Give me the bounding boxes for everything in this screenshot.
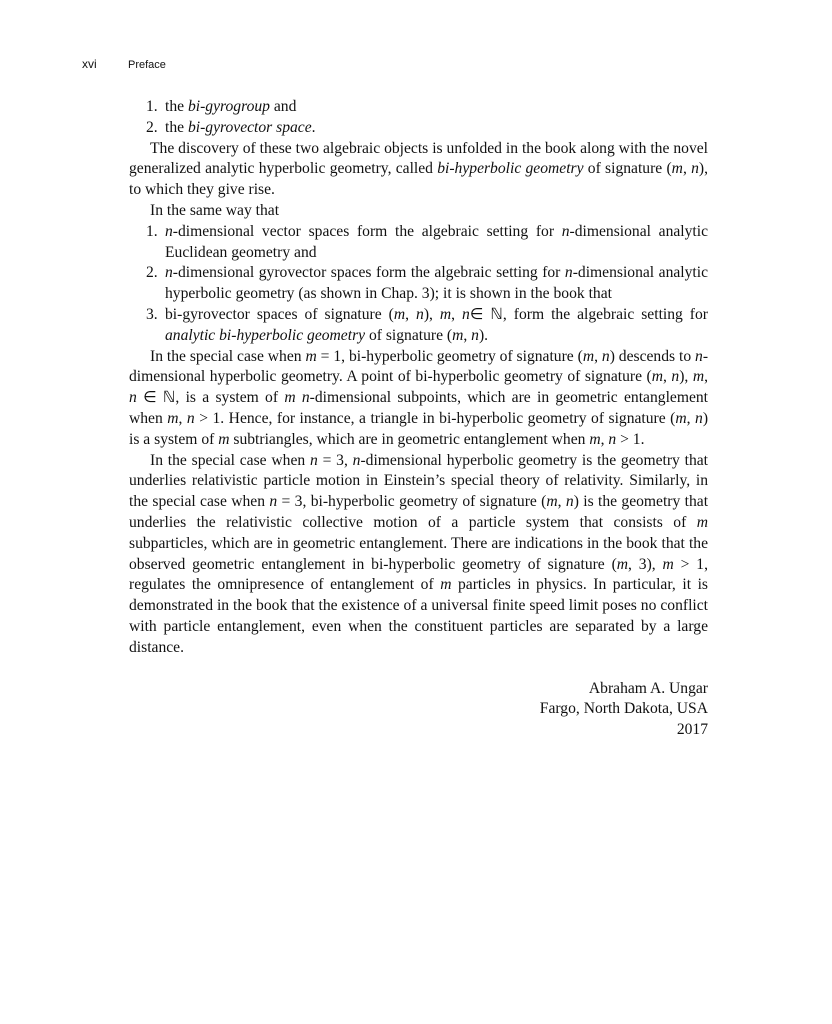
author-name: Abraham A. Ungar	[588, 679, 708, 697]
author-place: Fargo, North Dakota, USA	[539, 700, 708, 718]
paragraph-special-case-m: In the special case when m = 1, bi-hyperbolic geometry of signature (m, n) descends to n-dimensional hyperbolic geometry. A point of bi-hyperbolic geometry of signature (m, n), m, n ∈ ℕ, is a system of m n-dimensional subpoints, which are in geometric entanglement when m, n > 1. Hence, for instance, a triangle in bi-hyperbolic geometry of signature (m, n) is a system of m subtriangles, which are in geometric entanglement when m, n > 1.	[129, 347, 709, 448]
running-title: Preface	[128, 59, 166, 71]
list-item: 1. n-dimensional vector spaces form the algebraic setting for n-dimensional analytic Euclidean geometry and	[146, 222, 709, 261]
paragraph-special-case-n: In the special case when n = 3, n-dimensional hyperbolic geometry is the geometry that underlies relativistic particle motion in Einstein’s special theory of relativity. Similarly, in the special case when n = 3, bi-hyperbolic geometry of signature (m, n) is the geometry that underlies the relativistic collective motion of a particle system that consists of m subparticles, which are in geometric entanglement. There are indications in the book that the observed geometric entanglement in bi-hyperbolic geometry of signature (m, 3), m > 1, regulates the omnipresence of entanglement of m particles in physics. In particular, it is demonstrated in the book that the existence of a universal finite speed limit poses no conflict with particle entanglement, even when the constituent particles are separated by a large distance.	[129, 451, 709, 656]
setting-list	[129, 222, 708, 347]
running-head	[82, 57, 166, 71]
author-signature	[129, 679, 708, 741]
paragraph-discovery: The discovery of these two algebraic objects is unfolded in the book along with the novel generalized analytic hyperbolic geometry, called bi-hyperbolic geometry of signature (m, n), to which they give rise.	[129, 139, 708, 199]
object-list	[129, 97, 708, 139]
paragraph-same-way: In the same way that	[150, 201, 280, 219]
list-item: 2. the bi-gyrovector space.	[146, 118, 316, 136]
signature-year: 2017	[676, 721, 708, 739]
list-item: 3. bi-gyrovector spaces of signature (m, n), m, n∈ ℕ, form the algebraic setting for analytic bi-hyperbolic geometry of signature (m, n).	[146, 305, 708, 344]
page-number: xvi	[82, 57, 97, 71]
body-text	[129, 97, 708, 741]
list-item: 2. n-dimensional gyrovector spaces form the algebraic setting for n-dimensional analytic hyperbolic geometry (as shown in Chap. 3); it is shown in the book that	[146, 264, 708, 303]
list-item: 1. the bi-gyrogroup and	[146, 98, 297, 115]
